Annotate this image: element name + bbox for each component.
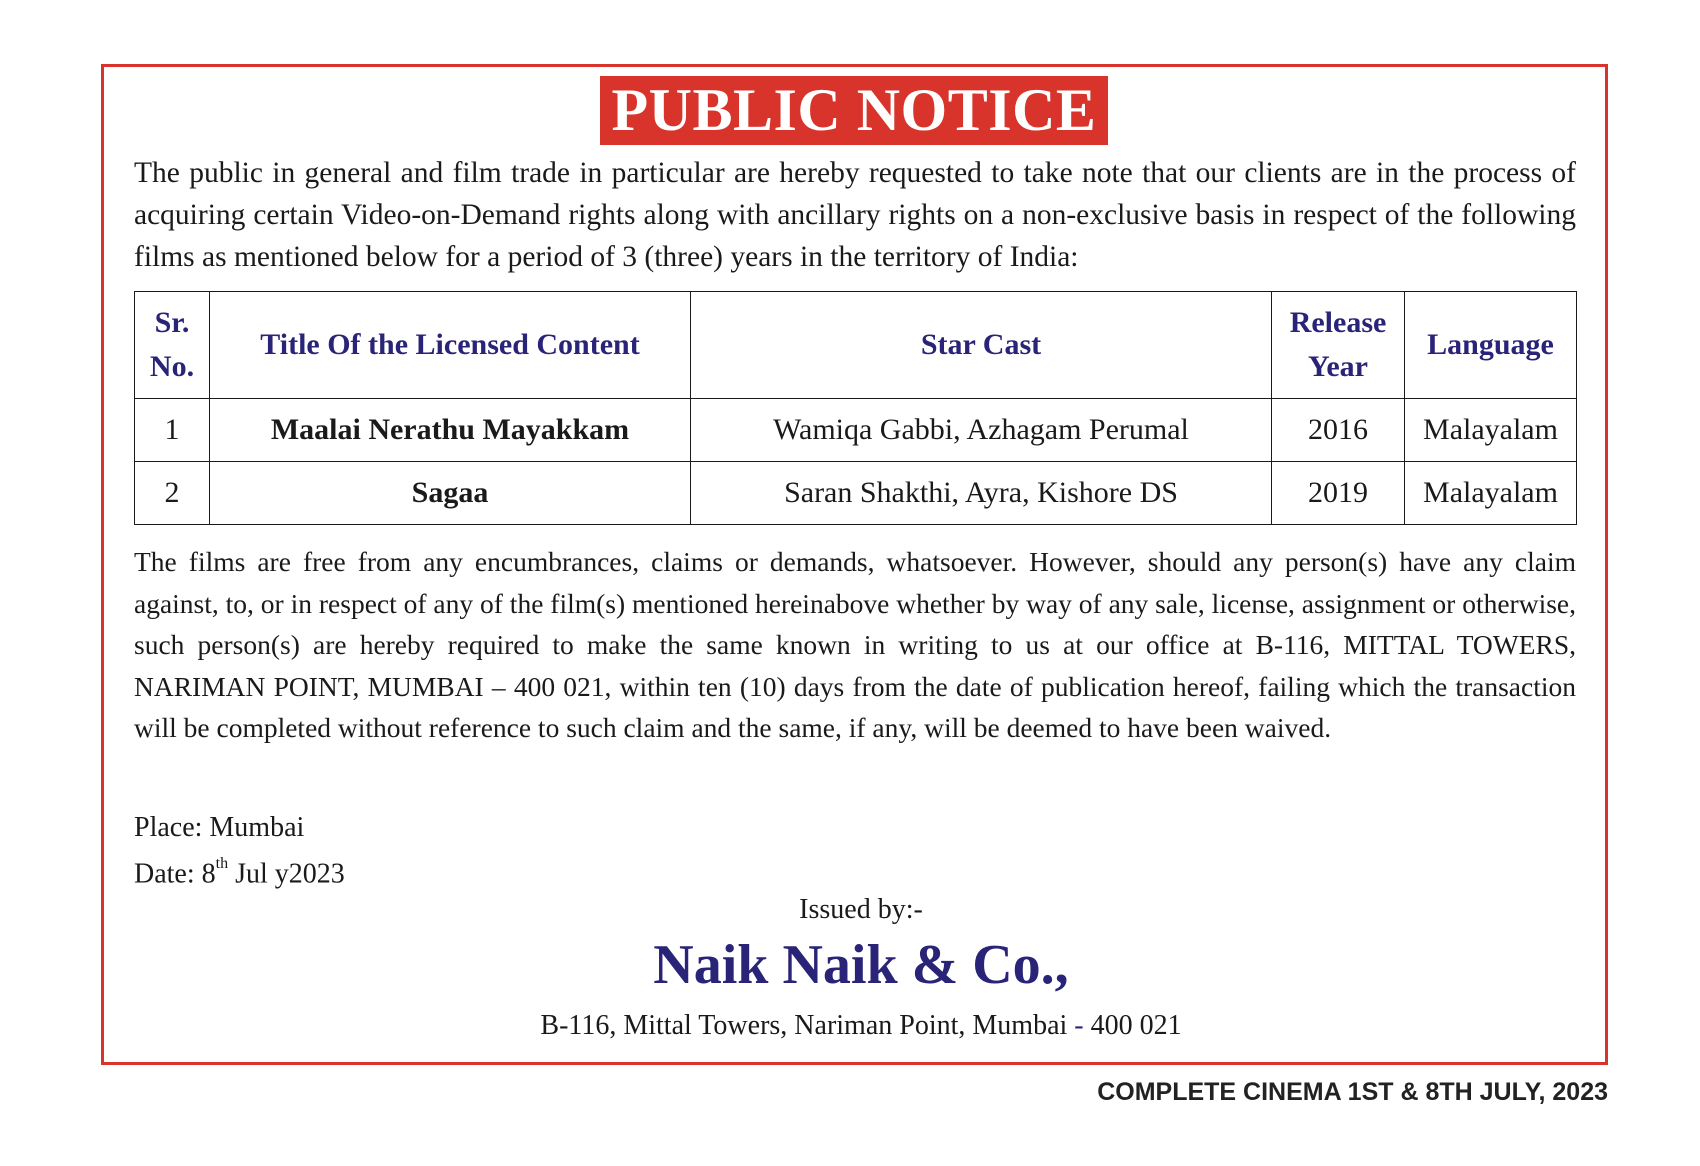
header-sr-no: Sr. No. (135, 292, 210, 399)
cell-language: Malayalam (1405, 399, 1577, 462)
cell-year: 2019 (1272, 462, 1405, 525)
table-header-row (135, 292, 1577, 399)
header-release-year: Release Year (1272, 292, 1405, 399)
intro-paragraph: The public in general and film trade in particular are hereby requested to take note that our clients are in the process of acquiring certain Video-on-Demand rights along with ancillary rights on a non-exclusive basis in respect of the following films as mentioned below for a period of 3 (three) years in the territory of India: (134, 157, 1576, 273)
header-star-cast: Star Cast (691, 292, 1272, 399)
cell-title: Sagaa (210, 462, 691, 525)
header-title: Title Of the Licensed Content (210, 292, 691, 399)
cell-year: 2016 (1272, 399, 1405, 462)
cell-cast: Wamiqa Gabbi, Azhagam Perumal (691, 399, 1272, 462)
cell-cast: Saran Shakthi, Ayra, Kishore DS (691, 462, 1272, 525)
table-row (135, 462, 1577, 525)
cell-sr: 2 (135, 462, 210, 525)
cell-sr: 1 (135, 399, 210, 462)
header-language: Language (1405, 292, 1577, 399)
issued-by-label: Issued by:- (799, 894, 923, 925)
films-table (134, 291, 1577, 525)
firm-address: B-116, Mittal Towers, Nariman Point, Mumbai - 400 021 (540, 1010, 1182, 1041)
claims-paragraph: The films are free from any encumbrances, claims or demands, whatsoever. However, should any person(s) have any claim against, to, or in respect of any of the film(s) mentioned hereinabove whether by way of any sale, license, assignment or otherwise, such person(s) are hereby required to make the same known in writing to us at our office at B-116, MITTAL TOWERS, NARIMAN POINT, MUMBAI – 400 021, within ten (10) days from the date of publication hereof, failing which the transaction will be completed without reference to such claim and the same, if any, will be deemed to have been waived. (134, 546, 1576, 743)
date-line: Date: 8th Jul y2023 (134, 855, 345, 890)
notice-title: PUBLIC NOTICE (600, 76, 1108, 145)
cell-title: Maalai Nerathu Mayakkam (210, 399, 691, 462)
place-line: Place: Mumbai (134, 812, 305, 843)
publication-footer: COMPLETE CINEMA 1ST & 8TH JULY, 2023 (1097, 1078, 1608, 1106)
table-row (135, 399, 1577, 462)
cell-language: Malayalam (1405, 462, 1577, 525)
firm-name: Naik Naik & Co., (653, 934, 1069, 996)
date-superscript: th (215, 855, 229, 872)
